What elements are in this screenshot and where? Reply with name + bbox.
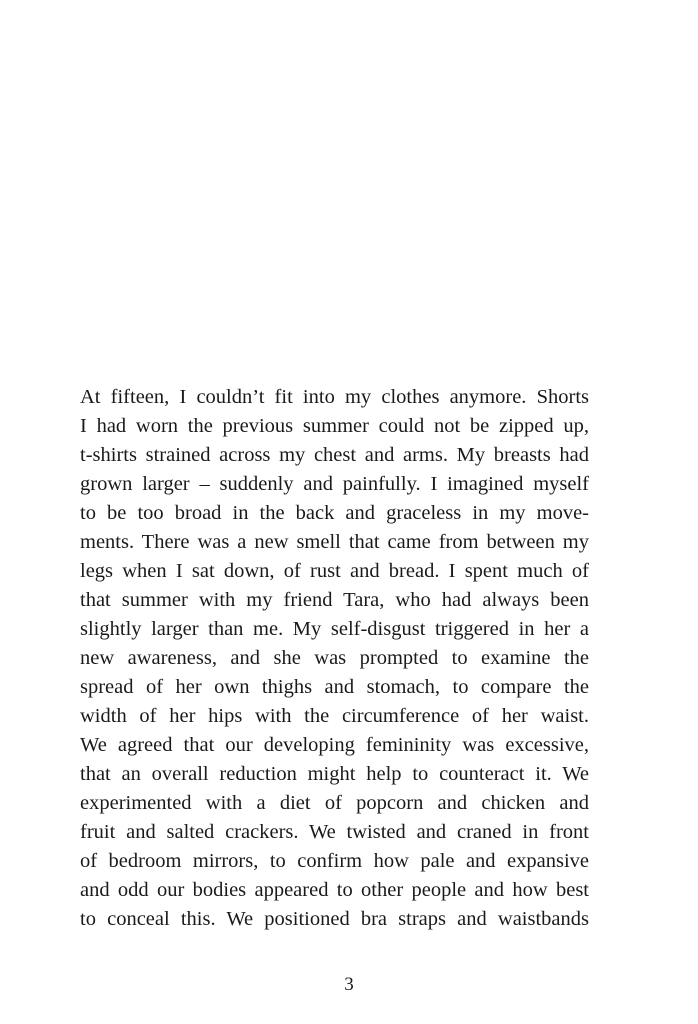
text-line: that an overall reduction might help to counteract it. We bbox=[80, 763, 589, 785]
text-line: spread of her own thighs and stomach, to compare the bbox=[80, 676, 589, 698]
text-line: We agreed that our developing femininity was excessive, bbox=[80, 734, 589, 756]
text-line: of bedroom mirrors, to confirm how pale and expansive bbox=[80, 850, 589, 872]
text-line: I had worn the previous summer could not be zipped up, bbox=[80, 415, 589, 437]
text-line: experimented with a diet of popcorn and chicken and bbox=[80, 792, 589, 814]
text-line: and odd our bodies appeared to other people and how best bbox=[80, 879, 589, 901]
text-line: that summer with my friend Tara, who had always been bbox=[80, 589, 589, 611]
text-line: grown larger – suddenly and painfully. I imagined myself bbox=[80, 473, 589, 495]
text-line: fruit and salted crackers. We twisted and craned in front bbox=[80, 821, 589, 843]
text-line: slightly larger than me. My self-disgust triggered in her a bbox=[80, 618, 589, 640]
text-line: t-shirts strained across my chest and arms. My breasts had bbox=[80, 444, 589, 466]
text-line: ments. There was a new smell that came from between my bbox=[80, 531, 589, 553]
page-number: 3 bbox=[344, 974, 354, 995]
text-line: At fifteen, I couldn’t fit into my clothes anymore. Shorts bbox=[80, 386, 589, 408]
text-line: legs when I sat down, of rust and bread. I spent much of bbox=[80, 560, 589, 582]
body-paragraph bbox=[80, 383, 589, 934]
text-line: to conceal this. We positioned bra straps and waistbands bbox=[80, 908, 589, 930]
text-line: new awareness, and she was prompted to examine the bbox=[80, 647, 589, 669]
text-line: to be too broad in the back and graceless in my move- bbox=[80, 502, 589, 524]
text-line: width of her hips with the circumference of her waist. bbox=[80, 705, 589, 727]
